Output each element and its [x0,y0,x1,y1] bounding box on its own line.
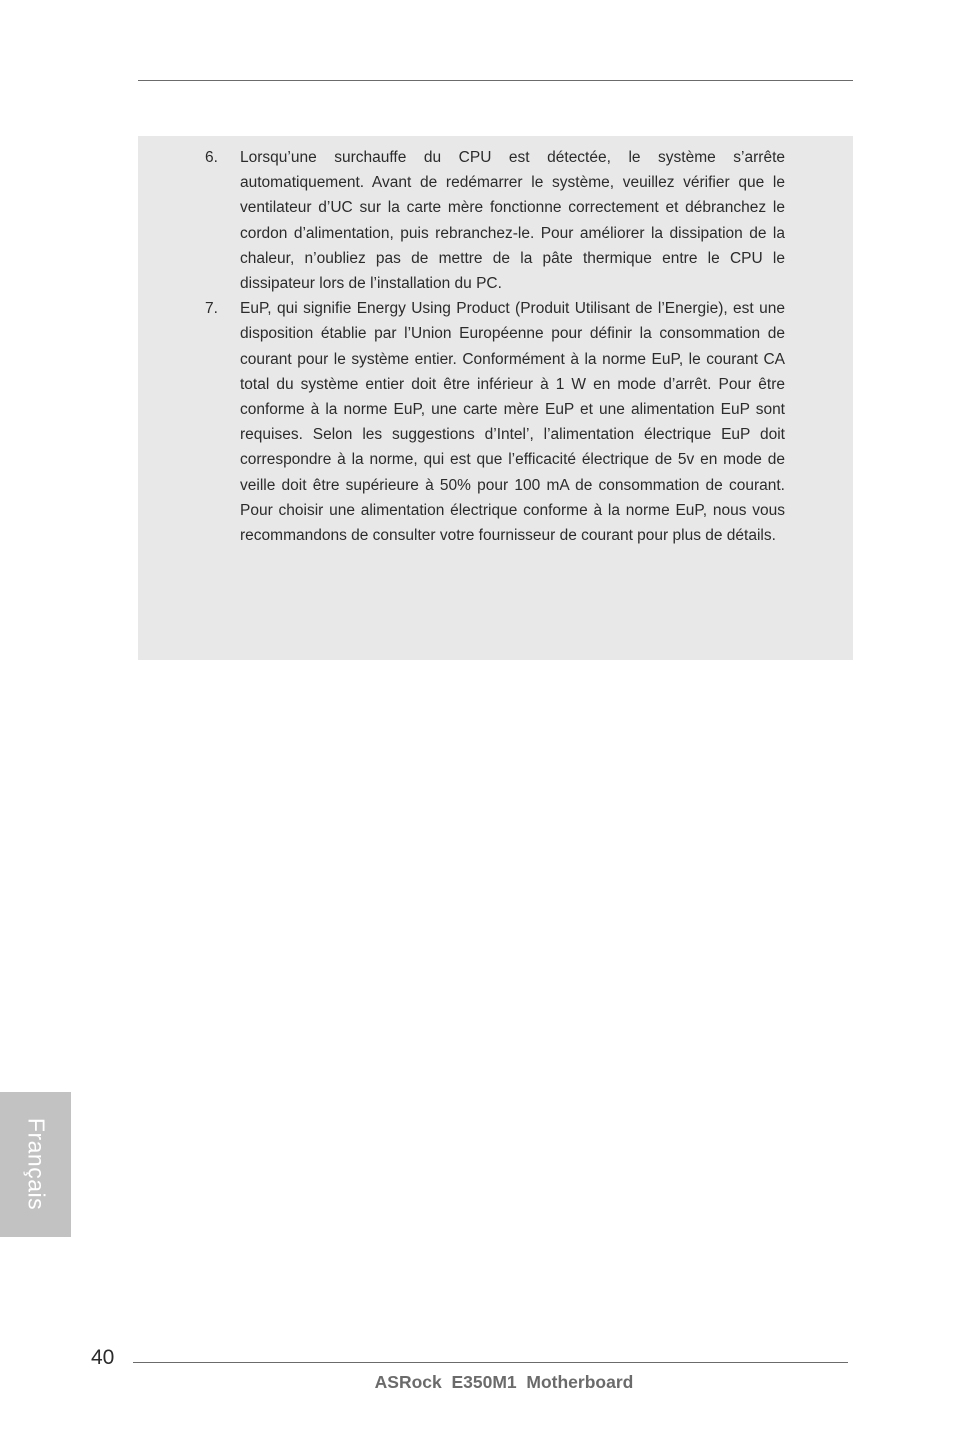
note-number: 7. [205,300,218,318]
note-text: Lorsqu’une surchauffe du CPU est détectée, le système s’arrête automatiquement. Avant de redémarrer le système, veuillez vérifier que le ventilateur d’UC sur la carte mère fonctionne correctement et débranchez le cordon d’alimentation, puis rebranchez-le. Pour améliorer la dissipation de la chaleur, n’oubliez pas de mettre de la pâte thermique entre le CPU le dissipateur lors de l’installation du PC. [240,149,785,293]
note-number: 6. [205,149,218,166]
note-item-6 [200,145,785,296]
note-text: EuP, qui signifie Energy Using Product (Produit Utilisant de l’Energie), est une disposition établie par l’Union Européenne pour définir la consommation de courant pour le système entier. Conformément à la norme EuP, le courant CA total du système entier doit être inférieur à 1 W en mode d’arrêt. Pour être conforme à la norme EuP, une carte mère EuP et une alimentation EuP sont requises. Selon les suggestions d’Intel’, l’alimentation électrique EuP doit correspondre à la norme, qui est que l’efficacité électrique de 5v en mode de veille doit être supérieure à 50% pour 100 mA de consommation de courant. Pour choisir une alimentation électrique conforme à la norme EuP, nous vous recommandons de consulter votre fournisseur de courant pour plus de détails. [240,300,785,545]
footer-rule [133,1362,848,1363]
note-item-7 [200,296,785,548]
page-number: 40 [91,1346,115,1369]
note-list [200,145,785,548]
footer-title: ASRock E350M1 Motherboard [374,1372,634,1392]
language-tab [0,1092,71,1237]
header-rule [138,80,853,81]
language-tab-label: Français [23,1117,50,1211]
